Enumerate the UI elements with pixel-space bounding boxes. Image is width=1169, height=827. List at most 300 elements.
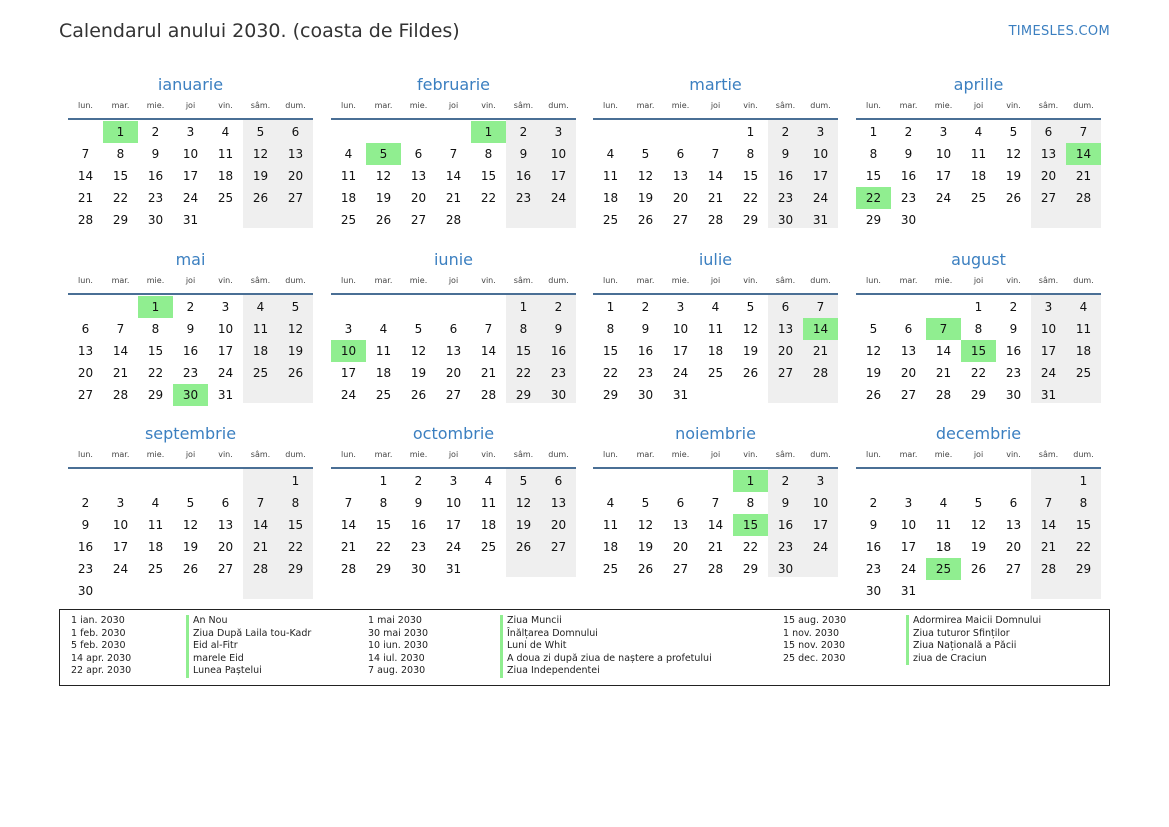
day-cell: 28 bbox=[935, 388, 952, 402]
day-cell: 14 bbox=[935, 344, 952, 358]
day-cell: 7 bbox=[711, 147, 720, 161]
month-divider bbox=[593, 118, 838, 120]
day-cell: 29 bbox=[112, 213, 129, 227]
weekday-label: sâm. bbox=[513, 101, 534, 110]
day-cell: 1 bbox=[519, 300, 528, 314]
day-cell: 3 bbox=[1044, 300, 1053, 314]
day-cell: 4 bbox=[221, 125, 230, 139]
day-cell: 22 bbox=[480, 191, 497, 205]
weekday-label: vin. bbox=[1006, 276, 1021, 285]
day-cell: 22 bbox=[515, 366, 532, 380]
weekday-label: joi bbox=[448, 101, 459, 110]
weekday-label: sâm. bbox=[250, 450, 271, 459]
day-cell: 9 bbox=[781, 147, 790, 161]
day-cell: 10 bbox=[112, 518, 129, 532]
day-cell: 19 bbox=[970, 540, 987, 554]
day-cell: 14 bbox=[445, 169, 462, 183]
holiday-day-cell: 14 bbox=[803, 318, 838, 340]
day-cell: 4 bbox=[606, 496, 615, 510]
day-cell: 28 bbox=[1040, 562, 1057, 576]
weekday-label: lun. bbox=[78, 450, 93, 459]
day-cell: 20 bbox=[672, 540, 689, 554]
day-cell: 2 bbox=[414, 474, 423, 488]
month-divider bbox=[68, 293, 313, 295]
month-martie bbox=[593, 75, 838, 245]
day-cell: 29 bbox=[602, 388, 619, 402]
day-cell: 15 bbox=[375, 518, 392, 532]
day-cell: 29 bbox=[865, 213, 882, 227]
day-cell: 23 bbox=[637, 366, 654, 380]
day-cell: 25 bbox=[217, 191, 234, 205]
month-iulie bbox=[593, 250, 838, 420]
day-cell: 15 bbox=[515, 344, 532, 358]
holiday-day-cell: 22 bbox=[856, 187, 891, 209]
day-cell: 16 bbox=[77, 540, 94, 554]
day-cell: 8 bbox=[519, 322, 528, 336]
day-cell: 5 bbox=[519, 474, 528, 488]
day-cell: 15 bbox=[480, 169, 497, 183]
day-cell: 28 bbox=[707, 562, 724, 576]
day-cell: 20 bbox=[445, 366, 462, 380]
day-cell: 19 bbox=[742, 344, 759, 358]
day-cell: 11 bbox=[707, 322, 724, 336]
weekday-label: lun. bbox=[603, 276, 618, 285]
weekday-label: vin. bbox=[481, 450, 496, 459]
day-cell: 19 bbox=[287, 344, 304, 358]
day-cell: 21 bbox=[935, 366, 952, 380]
day-cell: 2 bbox=[869, 496, 878, 510]
day-cell: 26 bbox=[410, 388, 427, 402]
day-cell: 2 bbox=[186, 300, 195, 314]
day-cell: 12 bbox=[1005, 147, 1022, 161]
day-cell: 4 bbox=[344, 147, 353, 161]
day-cell: 30 bbox=[865, 584, 882, 598]
day-cell: 7 bbox=[816, 300, 825, 314]
day-cell: 28 bbox=[812, 366, 829, 380]
day-cell: 23 bbox=[410, 540, 427, 554]
day-cell: 22 bbox=[287, 540, 304, 554]
month-ianuarie bbox=[68, 75, 313, 245]
day-cell: 6 bbox=[414, 147, 423, 161]
day-cell: 28 bbox=[340, 562, 357, 576]
holiday-day-cell: 5 bbox=[366, 143, 401, 165]
day-cell: 3 bbox=[186, 125, 195, 139]
weekday-label: mie. bbox=[671, 276, 690, 285]
day-cell: 16 bbox=[410, 518, 427, 532]
day-cell: 8 bbox=[606, 322, 615, 336]
day-cell: 13 bbox=[672, 518, 689, 532]
day-cell: 11 bbox=[602, 518, 619, 532]
day-cell: 17 bbox=[812, 518, 829, 532]
weekday-label: lun. bbox=[78, 276, 93, 285]
day-cell: 30 bbox=[147, 213, 164, 227]
day-cell: 26 bbox=[637, 562, 654, 576]
day-cell: 13 bbox=[77, 344, 94, 358]
day-cell: 17 bbox=[445, 518, 462, 532]
month-octombrie bbox=[331, 424, 576, 594]
day-cell: 2 bbox=[1009, 300, 1018, 314]
weekday-label: lun. bbox=[341, 276, 356, 285]
day-cell: 5 bbox=[186, 496, 195, 510]
day-cell: 19 bbox=[637, 191, 654, 205]
day-cell: 9 bbox=[869, 518, 878, 532]
day-cell: 25 bbox=[1075, 366, 1092, 380]
legend-holiday-name: A doua zi după ziua de naștere a profetului bbox=[500, 653, 712, 666]
day-cell: 18 bbox=[147, 540, 164, 554]
day-cell: 18 bbox=[602, 191, 619, 205]
day-cell: 9 bbox=[519, 147, 528, 161]
month-divider bbox=[856, 293, 1101, 295]
day-cell: 13 bbox=[672, 169, 689, 183]
weekday-label: vin. bbox=[1006, 101, 1021, 110]
day-cell: 14 bbox=[707, 169, 724, 183]
day-cell: 9 bbox=[641, 322, 650, 336]
day-cell: 19 bbox=[252, 169, 269, 183]
day-cell: 1 bbox=[869, 125, 878, 139]
day-cell: 27 bbox=[1005, 562, 1022, 576]
weekday-label: lun. bbox=[866, 450, 881, 459]
day-cell: 5 bbox=[291, 300, 300, 314]
day-cell: 24 bbox=[445, 540, 462, 554]
day-cell: 2 bbox=[781, 125, 790, 139]
day-cell: 11 bbox=[147, 518, 164, 532]
legend-holiday-name: Ziua Independentei bbox=[500, 665, 712, 678]
legend-holiday-name: An Nou bbox=[186, 615, 311, 628]
day-cell: 27 bbox=[550, 540, 567, 554]
holiday-day-cell: 10 bbox=[331, 340, 366, 362]
day-cell: 30 bbox=[777, 562, 794, 576]
day-cell: 27 bbox=[77, 388, 94, 402]
day-cell: 6 bbox=[81, 322, 90, 336]
day-cell: 3 bbox=[344, 322, 353, 336]
day-cell: 2 bbox=[554, 300, 563, 314]
weekday-label: sâm. bbox=[775, 450, 796, 459]
day-cell: 20 bbox=[217, 540, 234, 554]
day-cell: 8 bbox=[869, 147, 878, 161]
day-cell: 3 bbox=[116, 496, 125, 510]
day-cell: 26 bbox=[375, 213, 392, 227]
day-cell: 9 bbox=[554, 322, 563, 336]
day-cell: 14 bbox=[480, 344, 497, 358]
day-cell: 11 bbox=[480, 496, 497, 510]
day-cell: 8 bbox=[379, 496, 388, 510]
day-cell: 13 bbox=[1005, 518, 1022, 532]
day-cell: 16 bbox=[1005, 344, 1022, 358]
legend-holiday-name: Luni de Whit bbox=[500, 640, 712, 653]
day-cell: 5 bbox=[869, 322, 878, 336]
day-cell: 2 bbox=[81, 496, 90, 510]
day-cell: 23 bbox=[77, 562, 94, 576]
legend-date: 1 mai 2030 bbox=[368, 615, 422, 626]
day-cell: 30 bbox=[550, 388, 567, 402]
day-cell: 10 bbox=[550, 147, 567, 161]
month-iunie bbox=[331, 250, 576, 420]
day-cell: 19 bbox=[1005, 169, 1022, 183]
day-cell: 24 bbox=[182, 191, 199, 205]
day-cell: 20 bbox=[550, 518, 567, 532]
legend-dates-col-3 bbox=[783, 615, 846, 665]
day-cell: 13 bbox=[900, 344, 917, 358]
day-cell: 4 bbox=[711, 300, 720, 314]
day-cell: 24 bbox=[1040, 366, 1057, 380]
holiday-day-cell: 14 bbox=[1066, 143, 1101, 165]
weekday-label: mie. bbox=[146, 276, 165, 285]
day-cell: 12 bbox=[375, 169, 392, 183]
month-name: ianuarie bbox=[157, 75, 224, 94]
day-cell: 30 bbox=[637, 388, 654, 402]
holiday-legend bbox=[59, 609, 1110, 686]
day-cell: 19 bbox=[637, 540, 654, 554]
holiday-day-cell: 15 bbox=[961, 340, 996, 362]
day-cell: 22 bbox=[970, 366, 987, 380]
day-cell: 18 bbox=[1075, 344, 1092, 358]
day-cell: 8 bbox=[1079, 496, 1088, 510]
day-cell: 24 bbox=[812, 191, 829, 205]
day-cell: 3 bbox=[554, 125, 563, 139]
day-cell: 9 bbox=[151, 147, 160, 161]
day-cell: 6 bbox=[676, 496, 685, 510]
weekday-label: dum. bbox=[1073, 276, 1094, 285]
day-cell: 3 bbox=[904, 496, 913, 510]
day-cell: 25 bbox=[252, 366, 269, 380]
day-cell: 31 bbox=[182, 213, 199, 227]
day-cell: 26 bbox=[287, 366, 304, 380]
day-cell: 9 bbox=[781, 496, 790, 510]
weekday-label: sâm. bbox=[1038, 101, 1059, 110]
day-cell: 9 bbox=[186, 322, 195, 336]
day-cell: 10 bbox=[935, 147, 952, 161]
weekday-label: joi bbox=[448, 276, 459, 285]
day-cell: 8 bbox=[974, 322, 983, 336]
day-cell: 25 bbox=[340, 213, 357, 227]
day-cell: 28 bbox=[480, 388, 497, 402]
day-cell: 6 bbox=[904, 322, 913, 336]
day-cell: 10 bbox=[445, 496, 462, 510]
day-cell: 23 bbox=[900, 191, 917, 205]
month-name: mai bbox=[175, 250, 206, 269]
day-cell: 6 bbox=[291, 125, 300, 139]
day-cell: 6 bbox=[1044, 125, 1053, 139]
day-cell: 23 bbox=[182, 366, 199, 380]
day-cell: 11 bbox=[935, 518, 952, 532]
day-cell: 3 bbox=[221, 300, 230, 314]
day-cell: 5 bbox=[974, 496, 983, 510]
day-cell: 18 bbox=[480, 518, 497, 532]
legend-holiday-name: Lunea Paștelui bbox=[186, 665, 311, 678]
day-cell: 13 bbox=[550, 496, 567, 510]
day-cell: 7 bbox=[711, 496, 720, 510]
day-cell: 22 bbox=[602, 366, 619, 380]
legend-holiday-name: marele Eid bbox=[186, 653, 311, 666]
legend-date: 22 apr. 2030 bbox=[71, 665, 132, 676]
day-cell: 15 bbox=[742, 169, 759, 183]
weekday-label: mie. bbox=[671, 101, 690, 110]
day-cell: 13 bbox=[217, 518, 234, 532]
day-cell: 12 bbox=[410, 344, 427, 358]
day-cell: 10 bbox=[900, 518, 917, 532]
day-cell: 28 bbox=[112, 388, 129, 402]
month-septembrie bbox=[68, 424, 313, 598]
month-divider bbox=[856, 467, 1101, 469]
day-cell: 11 bbox=[375, 344, 392, 358]
day-cell: 11 bbox=[970, 147, 987, 161]
day-cell: 22 bbox=[147, 366, 164, 380]
day-cell: 24 bbox=[550, 191, 567, 205]
day-cell: 17 bbox=[112, 540, 129, 554]
day-cell: 24 bbox=[900, 562, 917, 576]
day-cell: 9 bbox=[1009, 322, 1018, 336]
legend-date: 1 feb. 2030 bbox=[71, 627, 126, 639]
legend-date: 25 dec. 2030 bbox=[783, 652, 846, 664]
day-cell: 12 bbox=[515, 496, 532, 510]
day-cell: 23 bbox=[777, 540, 794, 554]
day-cell: 2 bbox=[904, 125, 913, 139]
day-cell: 17 bbox=[900, 540, 917, 554]
day-cell: 4 bbox=[484, 474, 493, 488]
day-cell: 3 bbox=[816, 474, 825, 488]
day-cell: 30 bbox=[77, 584, 94, 598]
day-cell: 24 bbox=[217, 366, 234, 380]
weekday-label: joi bbox=[710, 101, 721, 110]
day-cell: 30 bbox=[1005, 388, 1022, 402]
day-cell: 26 bbox=[1005, 191, 1022, 205]
legend-names-col-2 bbox=[500, 615, 712, 678]
day-cell: 4 bbox=[151, 496, 160, 510]
day-cell: 31 bbox=[900, 584, 917, 598]
day-cell: 28 bbox=[445, 213, 462, 227]
month-name: februarie bbox=[416, 75, 491, 94]
day-cell: 25 bbox=[602, 562, 619, 576]
day-cell: 6 bbox=[1009, 496, 1018, 510]
day-cell: 6 bbox=[676, 147, 685, 161]
day-cell: 13 bbox=[287, 147, 304, 161]
day-cell: 26 bbox=[865, 388, 882, 402]
day-cell: 19 bbox=[182, 540, 199, 554]
day-cell: 12 bbox=[182, 518, 199, 532]
day-cell: 15 bbox=[112, 169, 129, 183]
day-cell: 8 bbox=[116, 147, 125, 161]
month-august bbox=[856, 250, 1101, 420]
page-title: Calendarul anului 2030. (coasta de Fildes) bbox=[59, 20, 460, 42]
day-cell: 18 bbox=[602, 540, 619, 554]
day-cell: 17 bbox=[935, 169, 952, 183]
month-noiembrie bbox=[593, 424, 838, 594]
day-cell: 28 bbox=[707, 213, 724, 227]
day-cell: 17 bbox=[550, 169, 567, 183]
day-cell: 4 bbox=[256, 300, 265, 314]
day-cell: 21 bbox=[480, 366, 497, 380]
weekday-label: mar. bbox=[374, 101, 393, 110]
day-cell: 27 bbox=[410, 213, 427, 227]
day-cell: 6 bbox=[554, 474, 563, 488]
month-name: aprilie bbox=[953, 75, 1004, 94]
day-cell: 14 bbox=[112, 344, 129, 358]
day-cell: 14 bbox=[707, 518, 724, 532]
weekday-label: mie. bbox=[146, 450, 165, 459]
weekday-label: sâm. bbox=[775, 276, 796, 285]
day-cell: 13 bbox=[777, 322, 794, 336]
weekday-label: mar. bbox=[111, 101, 130, 110]
day-cell: 17 bbox=[182, 169, 199, 183]
day-cell: 1 bbox=[291, 474, 300, 488]
day-cell: 21 bbox=[340, 540, 357, 554]
day-cell: 29 bbox=[375, 562, 392, 576]
holiday-day-cell: 25 bbox=[926, 558, 961, 580]
weekday-label: mar. bbox=[899, 101, 918, 110]
day-cell: 10 bbox=[1040, 322, 1057, 336]
day-cell: 27 bbox=[1040, 191, 1057, 205]
weekday-label: joi bbox=[973, 276, 984, 285]
day-cell: 25 bbox=[707, 366, 724, 380]
weekday-label: dum. bbox=[548, 450, 569, 459]
day-cell: 10 bbox=[182, 147, 199, 161]
day-cell: 14 bbox=[77, 169, 94, 183]
day-cell: 2 bbox=[151, 125, 160, 139]
day-cell: 31 bbox=[812, 213, 829, 227]
day-cell: 22 bbox=[1075, 540, 1092, 554]
day-cell: 3 bbox=[676, 300, 685, 314]
day-cell: 7 bbox=[344, 496, 353, 510]
day-cell: 7 bbox=[81, 147, 90, 161]
brand-link[interactable]: TIMESLES.COM bbox=[1008, 24, 1110, 39]
day-cell: 27 bbox=[287, 191, 304, 205]
weekday-label: mie. bbox=[934, 450, 953, 459]
weekday-label: vin. bbox=[218, 101, 233, 110]
day-cell: 25 bbox=[375, 388, 392, 402]
day-cell: 22 bbox=[742, 540, 759, 554]
day-cell: 10 bbox=[812, 147, 829, 161]
weekday-label: lun. bbox=[78, 101, 93, 110]
legend-date: 5 feb. 2030 bbox=[71, 640, 126, 651]
day-cell: 2 bbox=[781, 474, 790, 488]
legend-date: 7 aug. 2030 bbox=[368, 665, 426, 676]
day-cell: 29 bbox=[742, 562, 759, 576]
weekday-label: joi bbox=[710, 450, 721, 459]
day-cell: 22 bbox=[375, 540, 392, 554]
day-cell: 16 bbox=[900, 169, 917, 183]
month-name: iunie bbox=[433, 250, 473, 269]
legend-dates-col-1 bbox=[71, 615, 131, 678]
day-cell: 28 bbox=[252, 562, 269, 576]
legend-names-col-1 bbox=[186, 615, 311, 678]
holiday-day-cell: 1 bbox=[733, 470, 768, 492]
month-divider bbox=[593, 293, 838, 295]
weekday-label: lun. bbox=[341, 450, 356, 459]
day-cell: 1 bbox=[974, 300, 983, 314]
weekday-label: mar. bbox=[111, 276, 130, 285]
day-cell: 5 bbox=[1009, 125, 1018, 139]
month-name: decembrie bbox=[935, 424, 1022, 443]
day-cell: 29 bbox=[287, 562, 304, 576]
month-name: martie bbox=[689, 75, 742, 94]
day-cell: 25 bbox=[480, 540, 497, 554]
day-cell: 21 bbox=[812, 344, 829, 358]
day-cell: 15 bbox=[865, 169, 882, 183]
day-cell: 19 bbox=[375, 191, 392, 205]
day-cell: 15 bbox=[147, 344, 164, 358]
day-cell: 13 bbox=[1040, 147, 1057, 161]
day-cell: 27 bbox=[445, 388, 462, 402]
day-cell: 14 bbox=[340, 518, 357, 532]
weekday-label: dum. bbox=[285, 276, 306, 285]
weekday-label: mie. bbox=[409, 101, 428, 110]
weekday-label: mar. bbox=[636, 450, 655, 459]
weekday-label: vin. bbox=[743, 276, 758, 285]
weekday-label: sâm. bbox=[1038, 450, 1059, 459]
day-cell: 7 bbox=[1044, 496, 1053, 510]
day-cell: 16 bbox=[515, 169, 532, 183]
day-cell: 20 bbox=[287, 169, 304, 183]
